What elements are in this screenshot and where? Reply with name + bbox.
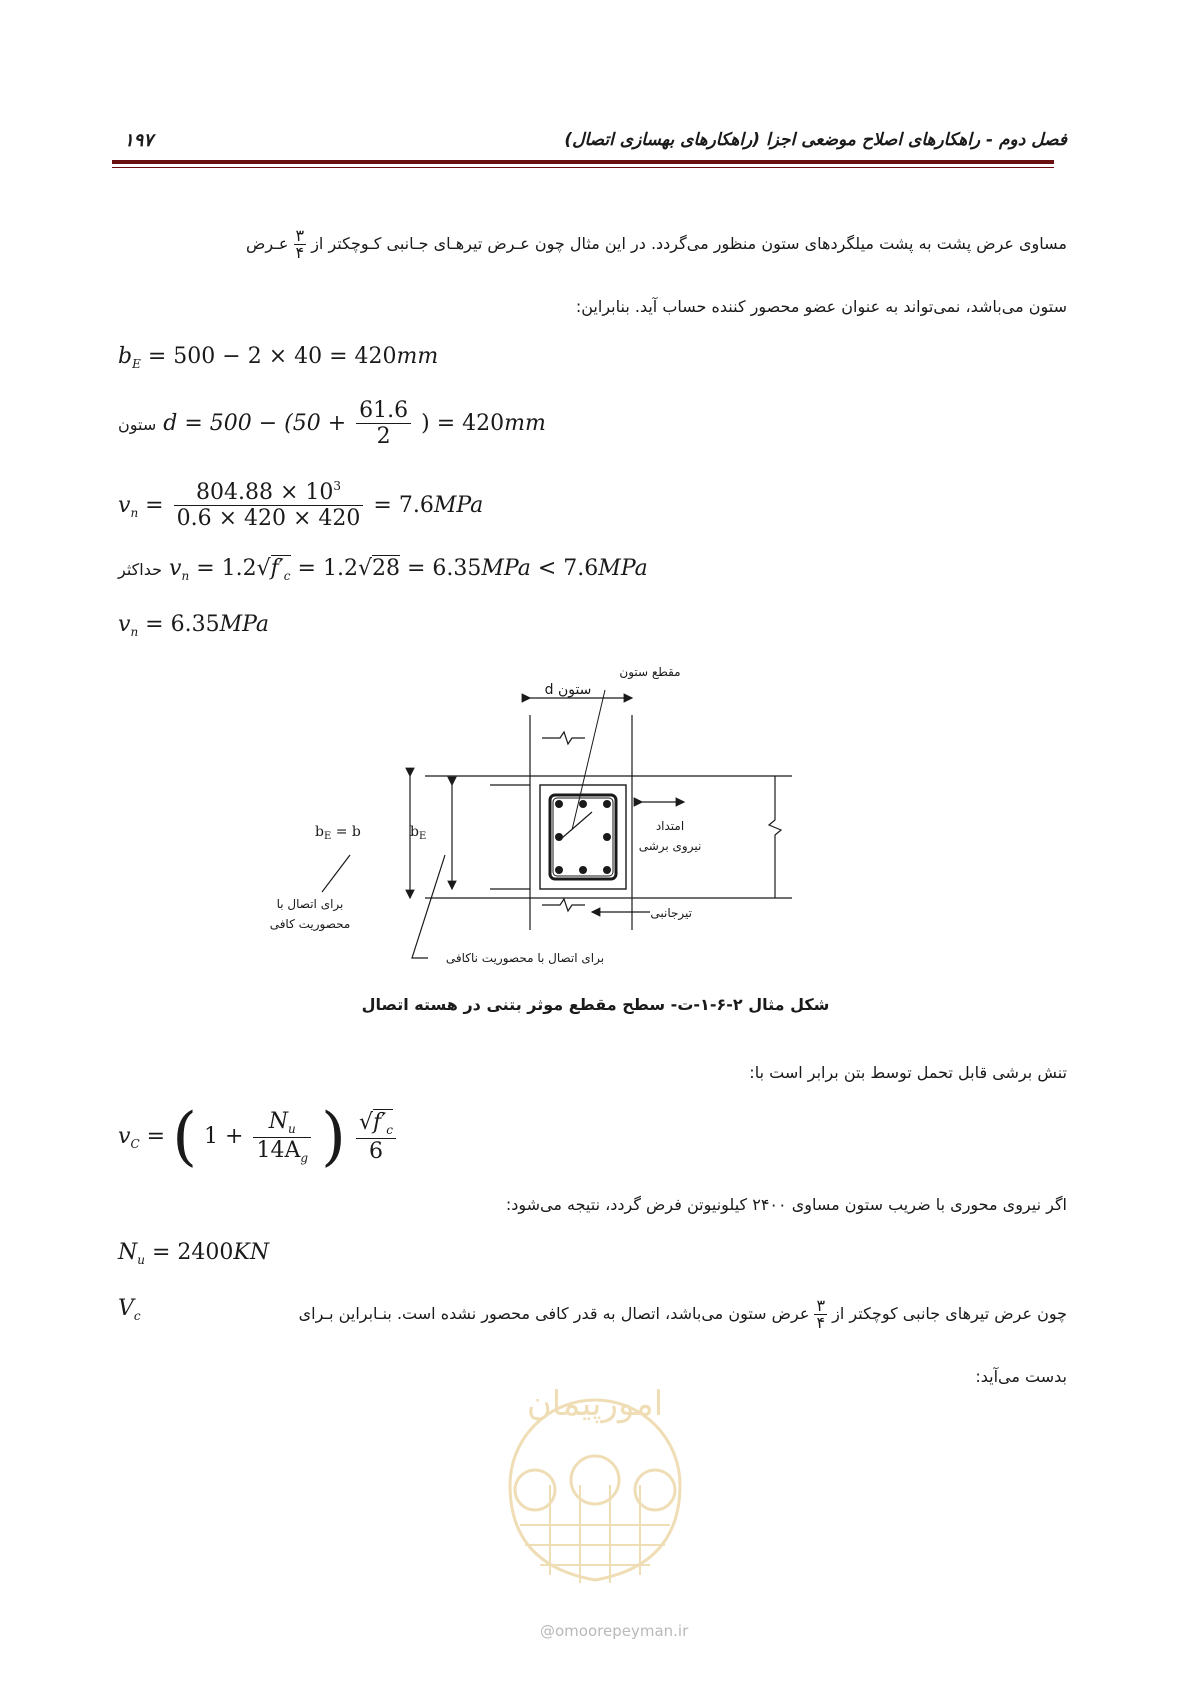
equation-vn-final: [118, 612, 269, 639]
eq3-num: 804.88 × 10: [195, 480, 334, 505]
eq3-rhs: = 7.6: [373, 492, 434, 518]
gear-icon: [571, 1456, 619, 1504]
bE-eq-b-label: $b_E = b$: [315, 824, 361, 842]
break-mark-top: [542, 732, 585, 744]
eq2-rhs: ) = 420: [421, 410, 505, 436]
eq4-unit1: MPa: [481, 556, 531, 581]
side-beam-label: تیرجانبی: [650, 906, 692, 920]
paragraph-1-text-b: عـرض: [246, 234, 289, 253]
fraction-three-quarters-2: [814, 1298, 827, 1331]
eq6-root-sub: c: [386, 1122, 393, 1137]
eq3-unit: MPa: [433, 492, 484, 518]
rebar: [579, 866, 587, 874]
eq6-f: f: [373, 1109, 382, 1135]
eq6-right-paren: ): [321, 1100, 347, 1174]
eq4-lhs: v: [169, 556, 182, 581]
eq6-prime: ′: [381, 1109, 387, 1135]
rebar: [603, 800, 611, 808]
eq4-rhs: = 6.35: [406, 556, 482, 581]
adequate-label-2: محصوریت کافی: [269, 917, 351, 931]
eq6-fraction: [253, 1109, 311, 1166]
eq4-root-sub: c: [283, 569, 291, 583]
eq2-unit: mm: [504, 410, 546, 436]
eq4-prime: ′: [278, 556, 284, 581]
eq4-sub: n: [181, 569, 190, 583]
eq7-rhs: = 2400: [151, 1240, 234, 1265]
paragraph-4-line-2: بدست می‌آید:: [975, 1367, 1067, 1386]
eq4-unit2: MPa: [598, 556, 648, 581]
eq4-mid: = 1.2: [196, 556, 257, 581]
eq5-unit: MPa: [219, 612, 270, 637]
eq6-den: 14A: [256, 1137, 301, 1163]
paragraph-3: اگر نیروی محوری با ضریب ستون مساوی ۲۴۰۰ کیلونیوتن فرض گردد، نتیجه می‌شود:: [505, 1195, 1067, 1214]
shear-label-2: نیروی برشی: [638, 839, 702, 853]
rebar: [579, 800, 587, 808]
eq3-lhs: v: [118, 492, 131, 518]
paragraph-1: [117, 228, 1067, 261]
chapter-title: فصل دوم - راهکارهای اصلاح موضعی اجزا (راهکارهای بهسازی اتصال): [564, 130, 1067, 150]
shear-label-1: امتداد: [655, 819, 685, 833]
eq6-lhs: v: [118, 1124, 131, 1149]
paragraph-1-text-a: مساوی عرض پشت به پشت میلگردهای ستون منظور می‌گردد. در این مثال چون عـرض تیرهـای جـانبی کـوچکتر از: [311, 234, 1067, 253]
rebar: [555, 800, 563, 808]
eq4-radicand: [271, 555, 291, 581]
break-mark-bottom: [542, 899, 585, 911]
paragraph-4-text-a: چون عرض تیرهای جانبی کوچکتر از: [832, 1304, 1067, 1323]
fraction-den: ۴: [295, 243, 305, 262]
page-number: ۱۹۷: [124, 130, 154, 151]
eq7-sub: u: [137, 1253, 145, 1267]
eq4-f: f: [270, 556, 279, 581]
eq5-lhs: v: [118, 612, 131, 637]
eq6-one: 1 +: [204, 1124, 244, 1149]
eq3-fraction: [174, 480, 364, 532]
eq1-lhs: b: [118, 344, 133, 369]
variable-Vc: [118, 1296, 141, 1323]
eq1-sub: E: [132, 357, 141, 371]
paragraph-1-line-2: ستون می‌باشد، نمی‌تواند به عنوان عضو محصور کننده حساب آید. بنابراین:: [575, 297, 1067, 316]
eq4-mid2: = 1.2: [297, 556, 358, 581]
eq6-num-sub: u: [288, 1121, 296, 1136]
eq1-rhs: = 500 − 2 × 40 = 420: [147, 344, 397, 369]
watermark-logo: [490, 1335, 700, 1595]
eq6-left-paren: (: [172, 1100, 198, 1174]
header-rule-thick: [112, 160, 1054, 164]
eq3-sub: n: [130, 505, 139, 520]
eq5-rhs: = 6.35: [145, 612, 220, 637]
fraction-num-2: ۳: [816, 1296, 826, 1315]
inadequate-label: برای اتصال با محصوریت ناکافی: [445, 951, 605, 965]
eq5-sub: n: [130, 625, 139, 639]
eq1-unit: mm: [396, 344, 439, 369]
eq7-lhs: N: [118, 1240, 138, 1265]
eq6-sub: C: [130, 1137, 140, 1151]
paragraph-4: [117, 1298, 1067, 1331]
eq3-exp: 3: [333, 479, 342, 493]
eq2-den: 2: [376, 424, 391, 450]
equation-vn: $v_n$ = $\frac{804.88 \times 10^3}{0.6 \times 420 \times 420}$ = 7.6MPa: [118, 479, 484, 532]
beam-break-mark: [769, 776, 781, 898]
eq4-root2: 28: [371, 556, 400, 581]
equation-Nu: [118, 1240, 269, 1267]
fraction-three-quarters: [294, 228, 307, 261]
eq2-label: ستون: [118, 414, 157, 434]
eq6-num: N: [268, 1108, 289, 1134]
vc-var: V: [118, 1296, 134, 1321]
equation-vn-max: حداکثر $v_n = 1.2√f'_c = 1.2√28 = 6.35MPa < 7.6MPa$: [118, 556, 648, 583]
rebar: [555, 833, 563, 841]
section-label: مقطع ستون: [619, 665, 681, 679]
watermark-url: @omoorepeyman.ir: [540, 1622, 689, 1640]
eq3-den: 0.6 × 420 × 420: [176, 506, 361, 532]
equation-d: [118, 398, 546, 450]
fraction-num: ۳: [295, 226, 305, 245]
eq6-den2: 6: [368, 1138, 383, 1164]
eq2-fraction: [356, 398, 411, 450]
watermark-grid: [520, 1485, 670, 1583]
eq4-lt: < 7.6: [537, 556, 599, 581]
eq2-num: 61.6: [356, 398, 411, 424]
eq2-lhs: d = 500 − (50 +: [163, 410, 347, 436]
eq6-root-fraction: $\frac{√f'_c}{6}$: [356, 1110, 396, 1164]
joint-section-figure: [260, 660, 800, 980]
rebar: [555, 866, 563, 874]
rebar: [603, 866, 611, 874]
eq4-label: حداکثر: [118, 560, 163, 579]
watermark-text: امورپیمان: [526, 1384, 664, 1424]
adequate-leader: [322, 855, 350, 892]
paragraph-2: تنش برشی قابل تحمل توسط بتن برابر است با:: [749, 1063, 1067, 1082]
adequate-label-1: برای اتصال با: [276, 897, 344, 911]
header-rule-thin: [112, 167, 1054, 168]
equation-vc: $v_C$ = ( 1 + $\frac{N_u}{14A_g}$ ) $\frac{√f'_c}{6}$: [118, 1105, 399, 1169]
rebar: [603, 833, 611, 841]
vc-sub: c: [133, 1309, 141, 1323]
inadequate-leader: [412, 855, 445, 958]
eq7-unit: KN: [233, 1240, 270, 1265]
figure-caption: شکل مثال ۲-۶-۱-ت- سطح مقطع موثر بتنی در هسته اتصال: [361, 995, 830, 1014]
equation-bE: [118, 344, 438, 371]
fraction-den-2: ۴: [816, 1313, 826, 1332]
paragraph-4-text-b: عرض ستون می‌باشد، اتصال به قدر کافی محصور نشده است. بنـابراین بـرای: [298, 1304, 810, 1323]
eq6-den-sub: g: [300, 1150, 309, 1165]
d-label: d ستون: [544, 682, 592, 698]
bE-label: $b_E$: [410, 824, 427, 842]
